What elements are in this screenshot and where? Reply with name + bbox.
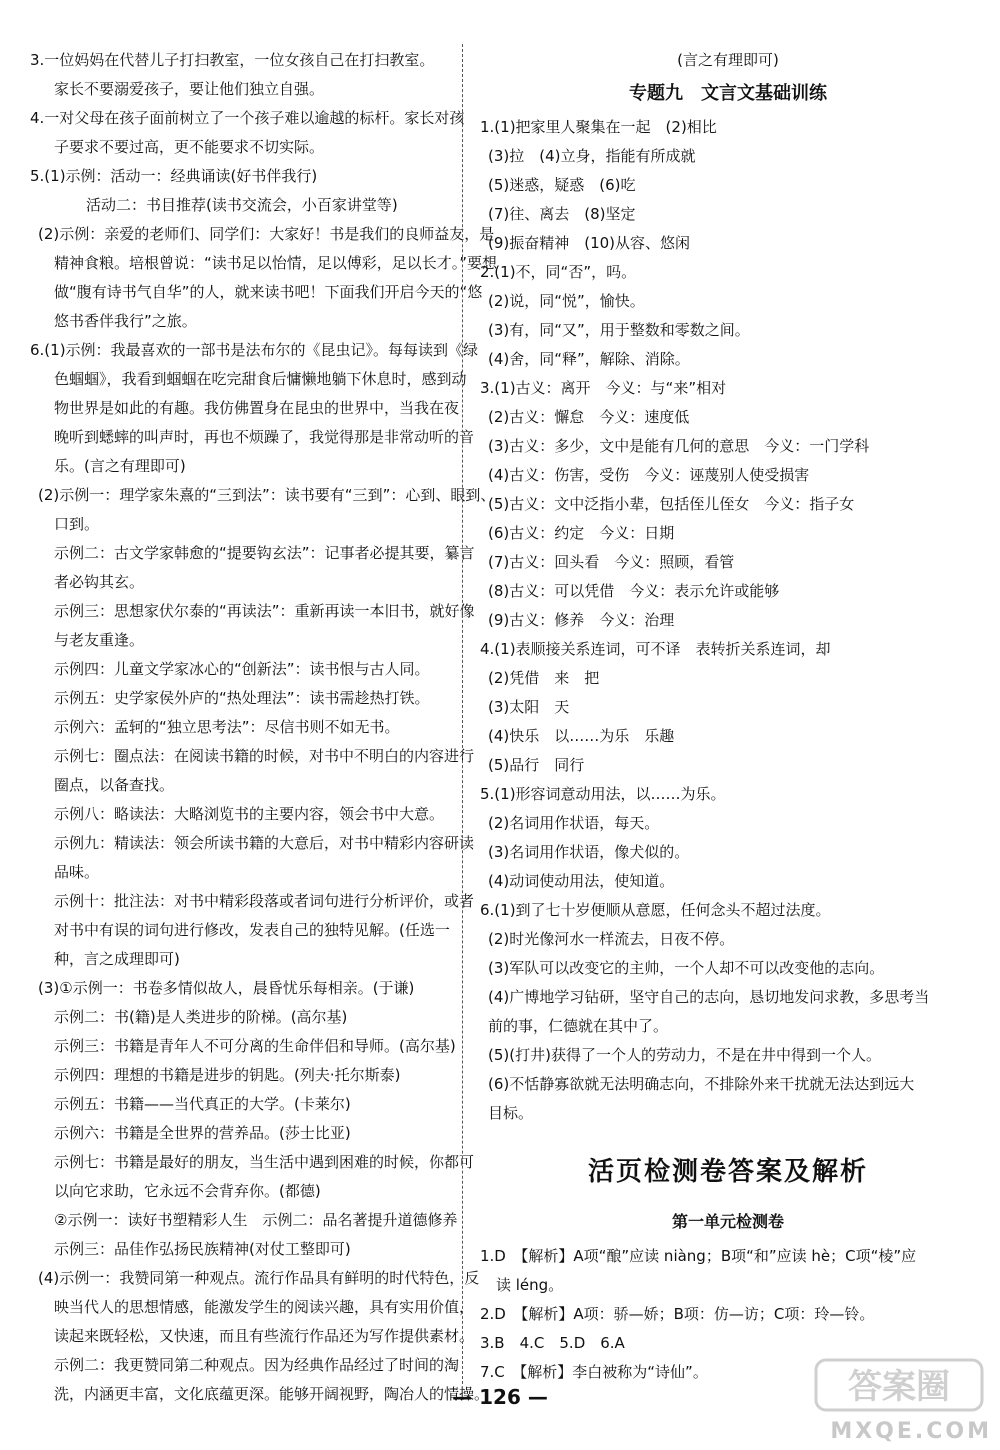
left-text-line: 示例五：史学家侯外庐的“热处理法”：读书需趁热打铁。 <box>54 689 430 707</box>
left-text-line: (2)示例一：理学家朱熹的“三到法”：读书要有“三到”：心到、眼到、 <box>38 486 496 504</box>
left-text-line: 读起来既轻松，又快速，而且有些流行作品还为写作提供素材。 <box>54 1327 475 1345</box>
column-divider <box>462 44 463 1384</box>
section9-text-line: (4)动词使动用法，使知道。 <box>488 872 675 890</box>
watermark-logo: 答案圈 <box>848 1367 950 1407</box>
section9-text-line: 目标。 <box>488 1104 534 1122</box>
section9-text-line: (7)古义：回头看 今义：照顾，看管 <box>488 553 735 571</box>
right-column <box>480 46 976 1387</box>
left-text-line: 种，言之成理即可) <box>54 950 180 968</box>
left-text-line: 示例四：儿童文学家冰心的“创新法”：读书恨与古人同。 <box>54 660 430 678</box>
section9-text-line: (3)军队可以改变它的主帅，一个人却不可以改变他的志向。 <box>488 959 885 977</box>
section9-text-line: (2)名词用作状语，每天。 <box>488 814 660 832</box>
unit-title: 第一单元检测卷 <box>671 1212 784 1231</box>
right-top-note: (言之有理即可) <box>677 51 779 69</box>
section9-text-line: (8)古义：可以凭借 今义：表示允许或能够 <box>488 582 780 600</box>
section9-text-line: (4)古义：伤害，受伤 今义：诬蔑别人使受损害 <box>488 466 810 484</box>
left-text-line: 品味。 <box>54 863 100 881</box>
section9-text-line: (3)太阳 天 <box>488 698 570 716</box>
section9-text-line: (9)古义：修养 今义：治理 <box>488 611 675 629</box>
section9-text-line: 5.(1)形容词意动用法，以……为乐。 <box>480 785 726 803</box>
section9-text-line: (3)拉 (4)立身，指能有所成就 <box>488 147 696 165</box>
unit1-text-line: 读 léng。 <box>496 1276 564 1294</box>
left-text-line: 色蝈蝈》，我看到蝈蝈在吃完甜食后慵懒地躺下休息时，感到动 <box>54 370 467 388</box>
section9-text-line: (2)古义：懈怠 今义：速度低 <box>488 408 690 426</box>
section-title: 专题九 文言文基础训练 <box>629 83 827 104</box>
section9-text-line: (4)快乐 以……为乐 乐趣 <box>488 727 675 745</box>
section9-text-line: (3)古义：多少，文中是能有几何的意思 今义：一门学科 <box>488 437 870 455</box>
left-text-line: 示例六：书籍是全世界的营养品。(莎士比亚) <box>54 1124 351 1142</box>
left-text-line: 活动二：书目推荐(读书交流会，小百家讲堂等) <box>86 196 398 214</box>
section9-text-line: (9)振奋精神 (10)从容、悠闲 <box>488 234 691 252</box>
unit1-text-line: 7.C 【解析】李白被称为“诗仙”。 <box>480 1363 708 1381</box>
section9-text-line: 6.(1)到了七十岁便顺从意愿，任何念头不超过法度。 <box>480 901 831 919</box>
left-text-line: 洗，内涵更丰富，文化底蕴更深。能够开阔视野，陶冶人的情操。 <box>54 1385 490 1403</box>
unit1-text-line: 3.B 4.C 5.D 6.A <box>480 1334 625 1352</box>
left-column <box>22 46 498 1409</box>
section9-text-line: (3)名词用作状语，像犬似的。 <box>488 843 690 861</box>
left-text-line: (3)①示例一：书卷多情似故人，晨昏忧乐每相亲。(于谦) <box>38 979 415 997</box>
section9-text-line: (2)时光像河水一样流去，日夜不停。 <box>488 930 735 948</box>
left-text-line: 5.(1)示例：活动一：经典诵读(好书伴我行) <box>30 167 318 185</box>
section9-text-line: (4)舍，同“释”，解除、消除。 <box>488 350 690 368</box>
unit1-text-line: 1.D 【解析】A项“酿”应读 niàng；B项“和”应读 hè；C项“棱”应 <box>480 1247 917 1265</box>
section9-text-line: (5)迷惑，疑惑 (6)吃 <box>488 176 636 194</box>
left-text-line: 对书中有误的词句进行修改，发表自己的独特见解。(任选一 <box>54 921 450 939</box>
section9-text-line: (2)说，同“悦”，愉快。 <box>488 292 645 310</box>
left-text-line: 示例二：书(籍)是人类进步的阶梯。(高尔基) <box>54 1008 348 1026</box>
left-text-line: 示例三：品佳作弘扬民族精神(对仗工整即可) <box>54 1240 351 1258</box>
section9-text-line: (2)凭借 来 把 <box>488 669 600 687</box>
section9-text-line: 4.(1)表顺接关系连词，可不译 表转折关系连词，却 <box>480 640 831 658</box>
left-text-line: 与老友重逢。 <box>54 631 145 649</box>
section9-text-line: (5)(打井)获得了一个人的劳动力，不是在井中得到一个人。 <box>488 1046 881 1064</box>
appendix-title: 活页检测卷答案及解析 <box>587 1157 868 1187</box>
left-text-line: 示例四：理想的书籍是进步的钥匙。(列夫·托尔斯泰) <box>54 1066 401 1084</box>
section9-text-line: 3.(1)古义：离开 今义：与“来”相对 <box>480 379 727 397</box>
section9-text-line: (4)广博地学习钻研，坚守自己的志向，恳切地发问求教，多思考当 <box>488 988 930 1006</box>
section9-text-line: 前的事，仁德就在其中了。 <box>488 1017 669 1035</box>
left-text-line: 示例八：略读法：大略浏览书的主要内容，领会书中大意。 <box>54 805 445 823</box>
left-text-line: 示例三：书籍是青年人不可分离的生命伴侣和导师。(高尔基) <box>54 1037 456 1055</box>
section9-answers <box>480 113 976 1128</box>
section9-text-line: 1.(1)把家里人聚集在一起 (2)相比 <box>480 118 717 136</box>
left-text-line: 悠书香伴我行”之旅。 <box>54 312 197 330</box>
left-text-line: 口到。 <box>54 515 100 533</box>
left-text-line: 4.一对父母在孩子面前树立了一个孩子难以逾越的标杆。家长对孩 <box>30 109 465 127</box>
watermark-logo-icon <box>814 1354 984 1414</box>
watermark <box>802 1354 992 1444</box>
section9-text-line: (7)往、离去 (8)坚定 <box>488 205 636 223</box>
left-text-line: 晚听到蟋蟀的叫声时，再也不烦躁了，我觉得那是非常动听的音 <box>54 428 475 446</box>
left-text-line: 3.一位妈妈在代替儿子打扫教室，一位女孩自己在打扫教室。 <box>30 51 435 69</box>
left-text-line: 示例七：圈点法：在阅读书籍的时候，对书中不明白的内容进行 <box>54 747 475 765</box>
left-text-line: 精神食粮。培根曾说：“读书足以怡情，足以傅彩，足以长才。”要想 <box>54 254 498 272</box>
unit1-text-line: 2.D 【解析】A项：骄—娇；B项：仿—访；C项：玲—铃。 <box>480 1305 875 1323</box>
left-text-line: 示例五：书籍——当代真正的大学。(卡莱尔) <box>54 1095 351 1113</box>
left-text-line: 映当代人的思想情感，能激发学生的阅读兴趣，具有实用价值， <box>54 1298 475 1316</box>
left-text-line: 6.(1)示例：我最喜欢的一部书是法布尔的《昆虫记》。每每读到《绿 <box>30 341 479 359</box>
section9-text-line: (6)古义：约定 今义：日期 <box>488 524 675 542</box>
page-number: — 126 — <box>452 1385 548 1409</box>
section9-text-line: (6)不恬静寡欲就无法明确志向，不排除外来干扰就无法达到远大 <box>488 1075 915 1093</box>
left-text-line: 示例十：批注法：对书中精彩段落或者词句进行分析评价，或者 <box>54 892 475 910</box>
left-text-line: 示例三：思想家伏尔泰的“再读法”：重新再读一本旧书，就好像 <box>54 602 475 620</box>
left-text-line: 示例二：我更赞同第二种观点。因为经典作品经过了时间的淘 <box>54 1356 460 1374</box>
section9-text-line: (5)品行 同行 <box>488 756 585 774</box>
section9-text-line: 2.(1)不，同“否”，吗。 <box>480 263 637 281</box>
left-text-line: 者必钩其玄。 <box>54 573 145 591</box>
left-text-line: ②示例一：读好书塑精彩人生 示例二：品名著提升道德修养 <box>54 1211 458 1229</box>
left-text-line: 示例六：孟轲的“独立思考法”：尽信书则不如无书。 <box>54 718 400 736</box>
left-text-line: 以向它求助，它永远不会背弃你。(都德) <box>54 1182 321 1200</box>
left-text-line: 家长不要溺爱孩子，要让他们独立自强。 <box>54 80 325 98</box>
left-text-line: 示例七：书籍是最好的朋友，当生活中遇到困难的时候，你都可 <box>54 1153 475 1171</box>
left-text-line: 乐。(言之有理即可) <box>54 457 186 475</box>
left-text-line: (4)示例一：我赞同第一种观点。流行作品具有鲜明的时代特色，反 <box>38 1269 480 1287</box>
left-text-line: 物世界是如此的有趣。我仿佛置身在昆虫的世界中，当我在夜 <box>54 399 460 417</box>
left-text-line: 做“腹有诗书气自华”的人，就来读书吧！下面我们开启今天的“悠 <box>54 283 483 301</box>
section9-text-line: (3)有，同“又”，用于整数和零数之间。 <box>488 321 750 339</box>
left-text-line: 示例九：精读法：领会所读书籍的大意后，对书中精彩内容研读 <box>54 834 475 852</box>
left-text-line: (2)示例：亲爱的老师们、同学们：大家好！书是我们的良师益友，是 <box>38 225 495 243</box>
section9-text-line: (5)古义：文中泛指小辈，包括侄儿侄女 今义：指子女 <box>488 495 855 513</box>
left-text-line: 圈点，以备查找。 <box>54 776 175 794</box>
left-text-line: 示例二：古文学家韩愈的“提要钩玄法”：记事者必提其要，纂言 <box>54 544 475 562</box>
left-text-line: 子要求不要过高，更不能要求不切实际。 <box>54 138 325 156</box>
watermark-site: MXQE.COM <box>830 1419 992 1444</box>
